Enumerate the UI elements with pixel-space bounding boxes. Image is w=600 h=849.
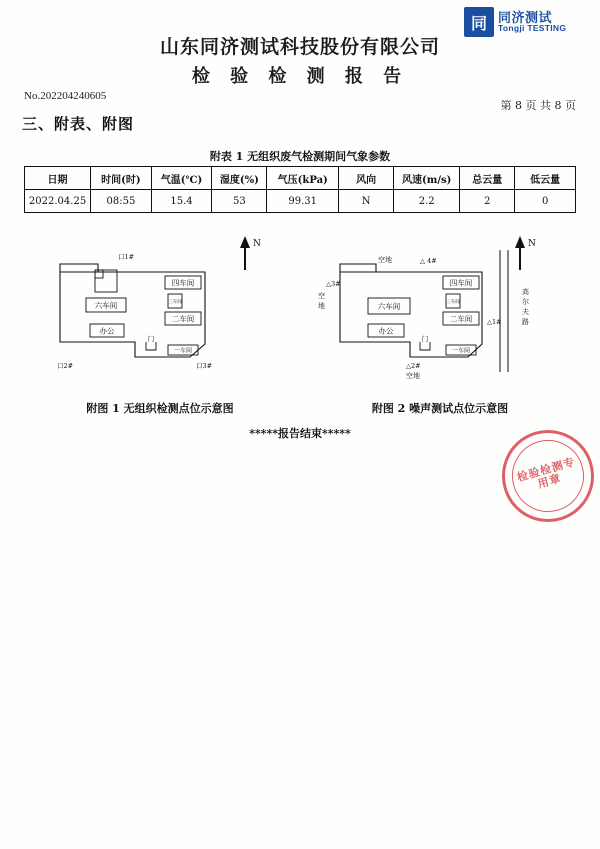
figure1-north-arrow (240, 236, 261, 270)
stamp-text: 检验检测专用章 (503, 431, 592, 520)
logo-name-en: Tongji TESTING (498, 23, 567, 34)
cell-wind-direction: N (339, 190, 394, 213)
site-diagrams (0, 232, 600, 412)
figure2-door-label: 门 (421, 335, 429, 343)
logo-text (498, 11, 566, 34)
table-caption: 附表 1 无组织废气检测期间气象参数 (209, 150, 391, 163)
figure1-point-3: 口3# (196, 362, 213, 370)
page-title: 检 验 检 测 报 告 (191, 66, 409, 87)
column-header-total-cloud: 总云量 (460, 167, 515, 190)
figure2-plant-notch (340, 264, 376, 272)
figure2-room-one-label: 一车间 (451, 347, 471, 355)
figure2-room-six-label: 六车间 (377, 302, 401, 311)
figure2-door (420, 342, 430, 350)
figure2-point-2: △2# (406, 362, 421, 370)
figure1-door-label: 门 (147, 335, 155, 343)
figure2-room-two-label: 二车间 (449, 314, 473, 324)
weather-parameters-table (24, 166, 576, 213)
figure1-room-three-label: 三车间 (168, 300, 182, 305)
column-header-low-cloud: 低云量 (515, 167, 576, 190)
svg-text:地: 地 (318, 302, 325, 310)
figure2-caption: 附图 2 噪声测试点位示意图 (371, 402, 509, 415)
column-header-pressure: 气压(kPa) (267, 167, 339, 190)
logo-mark-icon: 同 (464, 7, 494, 37)
figure2-room-office-label: 办公 (378, 326, 394, 336)
section-heading: 三、附表、附图 (22, 115, 135, 133)
figure2-room-three-label: 三车间 (446, 300, 460, 305)
column-header-wind-speed: 风速(m/s) (394, 167, 460, 190)
figure2-point-3: △3# (326, 280, 341, 288)
column-header-date: 日期 (25, 167, 91, 190)
figure1-north-label: N (253, 239, 261, 249)
cell-humidity: 53 (212, 190, 267, 213)
figure2-north-arrow (515, 236, 536, 270)
figure1-room-block-a (95, 270, 117, 292)
column-header-wind-direction: 风向 (339, 167, 394, 190)
svg-text:尔: 尔 (522, 298, 529, 306)
logo-name-cn: 同济测试 (498, 9, 553, 25)
column-header-temperature: 气温(℃) (151, 167, 212, 190)
figure2-north-label: N (528, 239, 536, 249)
figure1-door (146, 342, 156, 350)
cell-pressure: 99.31 (267, 190, 339, 213)
figure1-room-office-label: 办公 (99, 326, 115, 336)
figure2-room-four-label: 四车间 (449, 278, 473, 288)
cell-low-cloud: 0 (515, 190, 576, 213)
figure1-point-2: 口2# (57, 362, 74, 370)
column-header-humidity: 湿度(%) (212, 167, 267, 190)
page-number: 第 8 页 共 8 页 (500, 99, 576, 112)
svg-text:路: 路 (522, 318, 529, 326)
figure2-road-label: 高 (522, 288, 529, 296)
figure1-room-two-label: 二车间 (171, 314, 195, 324)
figure2-point-1: △1# (487, 318, 502, 326)
report-number: No.202204240605 (24, 90, 107, 102)
figure2-open-area-bottom: 空地 (406, 372, 420, 380)
figure2-point-4: △ 4# (420, 257, 437, 265)
cell-date: 2022.04.25 (25, 190, 91, 213)
cell-total-cloud: 2 (460, 190, 515, 213)
svg-text:夫: 夫 (522, 308, 529, 316)
table-row (25, 190, 576, 213)
cell-time: 08:55 (91, 190, 152, 213)
column-header-time: 时间(时) (91, 167, 152, 190)
figure1-plant-notch (60, 264, 98, 272)
figure1-room-six-label: 六车间 (94, 301, 118, 310)
figure1-point-1: 口1# (118, 253, 135, 261)
cell-wind-speed: 2.2 (394, 190, 460, 213)
figure1-room-four-label: 四车间 (171, 278, 195, 288)
figure2-open-area-left: 空 (318, 292, 325, 300)
figure1-room-one-label: 一车间 (173, 347, 193, 355)
table-header-row (25, 167, 576, 190)
report-end-marker: *****报告结束***** (249, 427, 351, 440)
figure2-open-area-top: 空地 (378, 256, 392, 264)
figure1-room-block-b (95, 270, 103, 278)
company-name: 山东同济测试科技股份有限公司 (159, 36, 440, 58)
figure1-caption: 附图 1 无组织检测点位示意图 (86, 402, 234, 415)
cell-temperature: 15.4 (151, 190, 212, 213)
